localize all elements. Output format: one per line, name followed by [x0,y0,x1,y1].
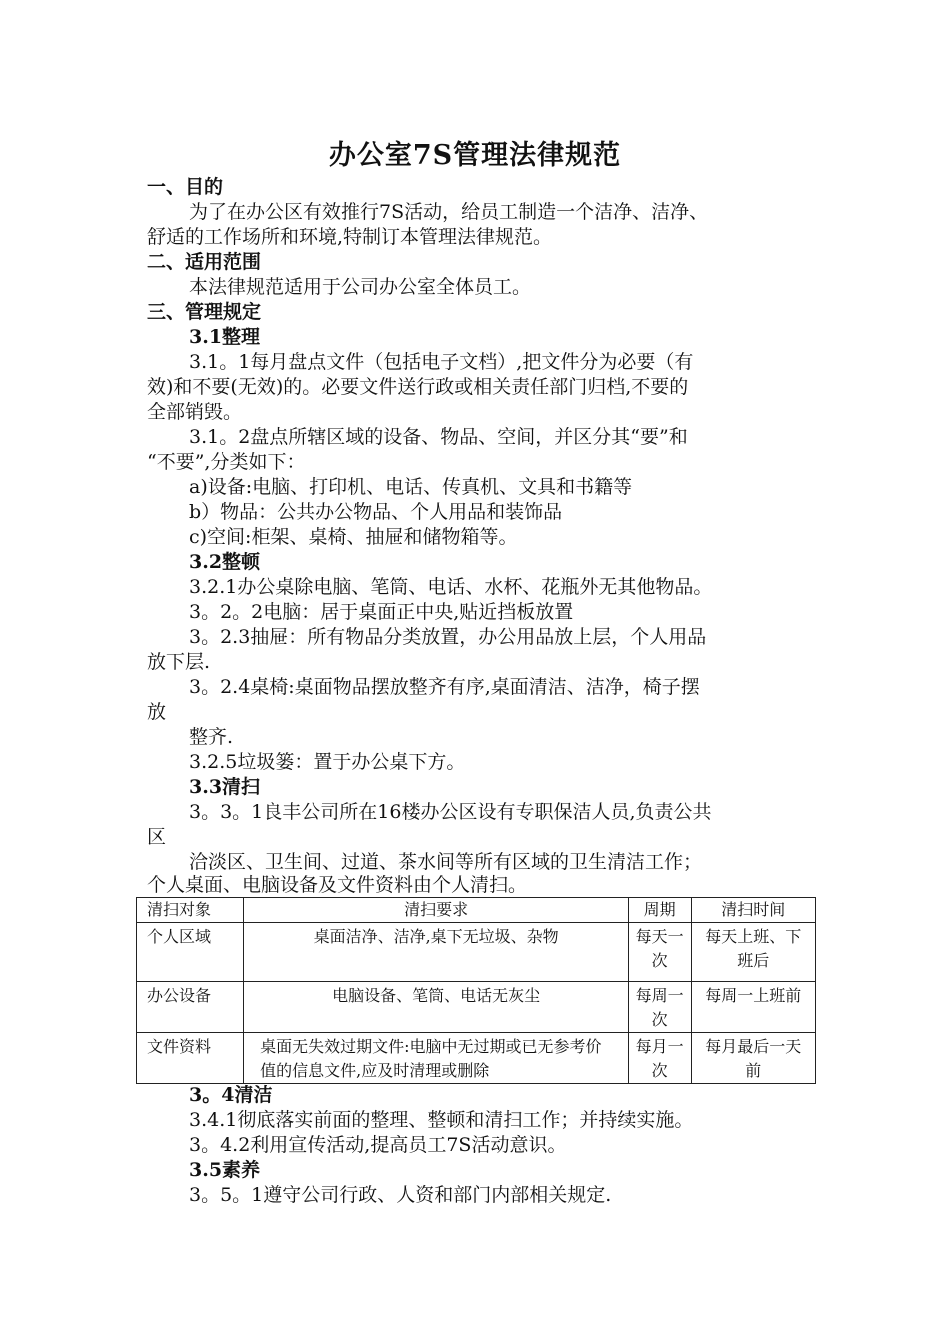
paragraph-line: 3。5。1遵守公司行政、人资和部门内部相关规定. [189,1184,612,1206]
paragraph-line: 3。2.4桌椅:桌面物品摆放整齐有序,桌面清洁、洁净，椅子摆 [189,676,700,698]
table-header-row [137,898,816,923]
paragraph-line: 本法律规范适用于公司办公室全体员工。 [189,276,532,298]
paragraph-line: 全部销毁。 [147,401,243,423]
table-header-cell: 周期 [628,898,691,923]
table-row [137,982,816,1033]
paragraph-line: 洽淡区、卫生间、过道、茶水间等所有区域的卫生清洁工作； [189,851,703,873]
paragraph-line: 舒适的工作场所和环境,特制订本管理法律规范。 [147,226,553,248]
paragraph-line: 3。3。1良丰公司所在16楼办公区设有专职保洁人员,负责公共 [189,801,712,823]
table-cell [244,1033,628,1084]
paragraph-line: 放 [147,701,167,723]
cell-text: 每天一次 [635,927,684,970]
list-item: a)设备:电脑、打印机、电话、传真机、文具和书籍等 [189,476,633,498]
subsection-heading-clean: 3.3清扫 [189,776,261,798]
paragraph-line: 放下层. [147,651,211,673]
paragraph-line: 效)和不要(无效)的。必要文件送行政或相关责任部门归档,不要的 [147,376,689,398]
subsection-heading-sort: 3.1整理 [189,326,261,348]
table-cell [628,1033,691,1084]
section-heading-purpose: 一、目的 [147,176,224,198]
table-header-cell: 清扫时间 [691,898,815,923]
paragraph-line: 3.4.1彻底落实前面的整理、整顿和清扫工作；并持续实施。 [189,1109,694,1131]
cell-text: 文件资料 [147,1037,212,1056]
cell-text: 每周一上班前 [705,986,802,1005]
cell-text: 每月最后一天前 [705,1037,802,1080]
table-cell [244,982,628,1033]
table-cell [628,982,691,1033]
section-heading-scope: 二、适用范围 [147,251,262,273]
table-header-cell: 清扫要求 [244,898,628,923]
table-row [137,923,816,982]
cell-text: 办公设备 [147,986,212,1005]
paragraph-line: 3.2.5垃圾篓：置于办公桌下方。 [189,751,466,773]
table-cell [691,923,815,982]
table-cell [691,982,815,1033]
cell-text: 电脑设备、笔筒、电话无灰尘 [332,986,541,1005]
table-cell [628,923,691,982]
table-cell [691,1033,815,1084]
paragraph-line: 区 [147,826,167,848]
cell-text: 桌面洁净、洁净,桌下无垃圾、杂物 [313,927,559,946]
cell-text: 个人区域 [147,927,212,946]
table-cell [137,923,244,982]
subsection-heading-tidy: 3。4清洁 [189,1084,273,1106]
table-cell [137,982,244,1033]
paragraph-line: 为了在办公区有效推行7S活动，给员工制造一个洁净、洁净、 [189,201,709,223]
section-heading-rules: 三、管理规定 [147,301,262,323]
subsection-heading-discipline: 3.5素养 [189,1159,261,1181]
paragraph-line: 3.1。2盘点所辖区域的设备、物品、空间，并区分其“要”和 [189,426,688,448]
cell-text: 每天上班、下班后 [705,927,802,970]
paragraph-line: 3。2.3抽屉：所有物品分类放置，办公用品放上层，个人用品 [189,626,707,648]
list-item: c)空间:柜架、桌椅、抽屉和储物箱等。 [189,526,518,548]
table-header-cell: 清扫对象 [137,898,244,923]
paragraph-line: 3.1。1每月盘点文件（包括电子文档）,把文件分为必要（有 [189,351,694,373]
document-title: 办公室7S管理法律规范 [328,140,622,171]
paragraph-line: 3。2。2电脑：居于桌面正中央,贴近挡板放置 [189,601,574,623]
list-item: b）物品：公共办公物品、个人用品和装饰品 [189,501,563,523]
table-cell [244,923,628,982]
paragraph-line: 3.2.1办公桌除电脑、笔筒、电话、水杯、花瓶外无其他物品。 [189,576,713,598]
paragraph-line: 个人桌面、电脑设备及文件资料由个人清扫。 [147,874,528,896]
subsection-heading-order: 3.2整顿 [189,551,261,573]
cell-text: 每周一次 [635,986,684,1029]
table-cell [137,1033,244,1084]
paragraph-line: 3。4.2利用宣传活动,提高员工7S活动意识。 [189,1134,567,1156]
cell-text: 桌面无失效过期文件:电脑中无过期或已无参考价值的信息文件,应及时清理或删除 [260,1037,602,1080]
paragraph-line: “不要”,分类如下： [147,451,306,473]
cell-text: 每月一次 [635,1037,684,1080]
cleaning-table [136,897,816,1084]
paragraph-line: 整齐. [189,726,234,748]
table-row [137,1033,816,1084]
